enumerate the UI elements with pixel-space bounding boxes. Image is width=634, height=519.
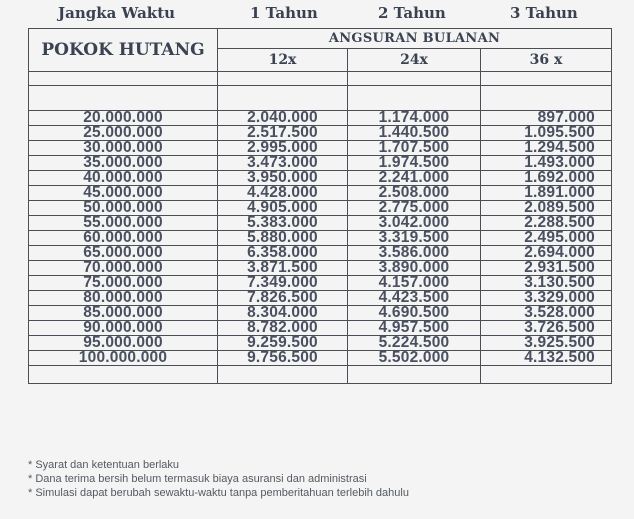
principal-cell: 30.000.000: [29, 141, 218, 156]
table-row: [29, 156, 612, 171]
installment-24-cell: 3.042.000: [348, 216, 481, 231]
installment-36-cell: 2.931.500: [481, 261, 612, 276]
installment-24-cell: 1.440.500: [348, 126, 481, 141]
principal-cell: 80.000.000: [29, 291, 218, 306]
principal-cell: 75.000.000: [29, 276, 218, 291]
footnotes: [28, 458, 628, 500]
table-row: [29, 126, 612, 141]
installment-12-cell: 7.349.000: [218, 276, 348, 291]
installment-36-cell: 1.891.000: [481, 186, 612, 201]
installment-24-cell: 2.775.000: [348, 201, 481, 216]
table-row: [29, 291, 612, 306]
installment-36-cell: 3.726.500: [481, 321, 612, 336]
installment-36-cell: 2.089.500: [481, 201, 612, 216]
installment-12-cell: 8.782.000: [218, 321, 348, 336]
installment-36-cell: 3.329.000: [481, 291, 612, 306]
principal-cell: 65.000.000: [29, 246, 218, 261]
installment-12-cell: 6.358.000: [218, 246, 348, 261]
table-row: [29, 216, 612, 231]
installment-24-cell: 2.508.000: [348, 186, 481, 201]
installment-12-cell: 8.304.000: [218, 306, 348, 321]
principal-cell: 85.000.000: [29, 306, 218, 321]
installment-header: ANGSURAN BULANAN: [218, 29, 612, 49]
principal-cell: 50.000.000: [29, 201, 218, 216]
installment-12-cell: 7.826.500: [218, 291, 348, 306]
installment-24-cell: 2.241.000: [348, 171, 481, 186]
installment-36-cell: 1.095.500: [481, 126, 612, 141]
installment-12-cell: 4.428.000: [218, 186, 348, 201]
tenor-12-header: 12x: [218, 49, 348, 72]
installment-12-cell: 9.259.500: [218, 336, 348, 351]
installment-24-cell: 4.957.500: [348, 321, 481, 336]
installment-24-cell: 5.502.000: [348, 351, 481, 366]
table-row: [29, 201, 612, 216]
installment-12-cell: 5.880.000: [218, 231, 348, 246]
installment-24-cell: 1.974.500: [348, 156, 481, 171]
installment-12-cell: 3.950.000: [218, 171, 348, 186]
table-row: [29, 276, 612, 291]
principal-cell: 55.000.000: [29, 216, 218, 231]
installment-table: [28, 28, 612, 384]
principal-cell: 45.000.000: [29, 186, 218, 201]
table-row: [29, 336, 612, 351]
installment-36-cell: 1.294.500: [481, 141, 612, 156]
installment-36-cell: 2.495.000: [481, 231, 612, 246]
principal-cell: 20.000.000: [29, 111, 218, 126]
table-row: [29, 111, 612, 126]
principal-cell: 100.000.000: [29, 351, 218, 366]
footnote: * Dana terima bersih belum termasuk biaya asuransi dan administrasi: [28, 473, 367, 485]
table-row: [29, 306, 612, 321]
term-label: Jangka Waktu: [58, 4, 176, 22]
table-row: [29, 246, 612, 261]
installment-36-cell: 3.528.000: [481, 306, 612, 321]
installment-12-cell: 2.517.500: [218, 126, 348, 141]
installment-12-cell: 5.383.000: [218, 216, 348, 231]
installment-12-cell: 2.995.000: [218, 141, 348, 156]
term-1-year: 1 Tahun: [250, 4, 318, 22]
term-header: [0, 4, 634, 26]
installment-12-cell: 9.756.500: [218, 351, 348, 366]
tenor-24-header: 24x: [348, 49, 481, 72]
spacer-row: [29, 72, 612, 86]
principal-cell: 70.000.000: [29, 261, 218, 276]
principal-header: POKOK HUTANG: [29, 29, 218, 72]
principal-cell: 60.000.000: [29, 231, 218, 246]
principal-cell: 40.000.000: [29, 171, 218, 186]
table-row: [29, 231, 612, 246]
footnote: * Syarat dan ketentuan berlaku: [28, 459, 180, 471]
table-row: [29, 171, 612, 186]
installment-36-cell: 897.000: [481, 111, 612, 126]
term-3-year: 3 Tahun: [510, 4, 578, 22]
installment-12-cell: 3.871.500: [218, 261, 348, 276]
installment-24-cell: 3.586.000: [348, 246, 481, 261]
table-row: [29, 186, 612, 201]
tenor-36-header: 36 x: [481, 49, 612, 72]
installment-12-cell: 3.473.000: [218, 156, 348, 171]
installment-24-cell: 3.319.500: [348, 231, 481, 246]
table-row: [29, 321, 612, 336]
installment-36-cell: 4.132.500: [481, 351, 612, 366]
installment-12-cell: 4.905.000: [218, 201, 348, 216]
installment-24-cell: 1.174.000: [348, 111, 481, 126]
installment-24-cell: 5.224.500: [348, 336, 481, 351]
principal-cell: 25.000.000: [29, 126, 218, 141]
installment-36-cell: 1.493.000: [481, 156, 612, 171]
installment-24-cell: 4.690.500: [348, 306, 481, 321]
installment-12-cell: 2.040.000: [218, 111, 348, 126]
table-row: [29, 261, 612, 276]
table-row: [29, 351, 612, 366]
installment-36-cell: 1.692.000: [481, 171, 612, 186]
installment-24-cell: 3.890.000: [348, 261, 481, 276]
principal-cell: 35.000.000: [29, 156, 218, 171]
installment-24-cell: 1.707.500: [348, 141, 481, 156]
installment-36-cell: 3.130.500: [481, 276, 612, 291]
spacer-row: [29, 86, 612, 111]
spacer-row: [29, 366, 612, 384]
term-2-year: 2 Tahun: [378, 4, 446, 22]
footnote: * Simulasi dapat berubah sewaktu-waktu tanpa pemberitahuan terlebih dahulu: [28, 487, 409, 499]
table-row: [29, 141, 612, 156]
installment-24-cell: 4.157.000: [348, 276, 481, 291]
installment-24-cell: 4.423.500: [348, 291, 481, 306]
installment-36-cell: 3.925.500: [481, 336, 612, 351]
principal-cell: 95.000.000: [29, 336, 218, 351]
principal-cell: 90.000.000: [29, 321, 218, 336]
installment-36-cell: 2.288.500: [481, 216, 612, 231]
installment-36-cell: 2.694.000: [481, 246, 612, 261]
